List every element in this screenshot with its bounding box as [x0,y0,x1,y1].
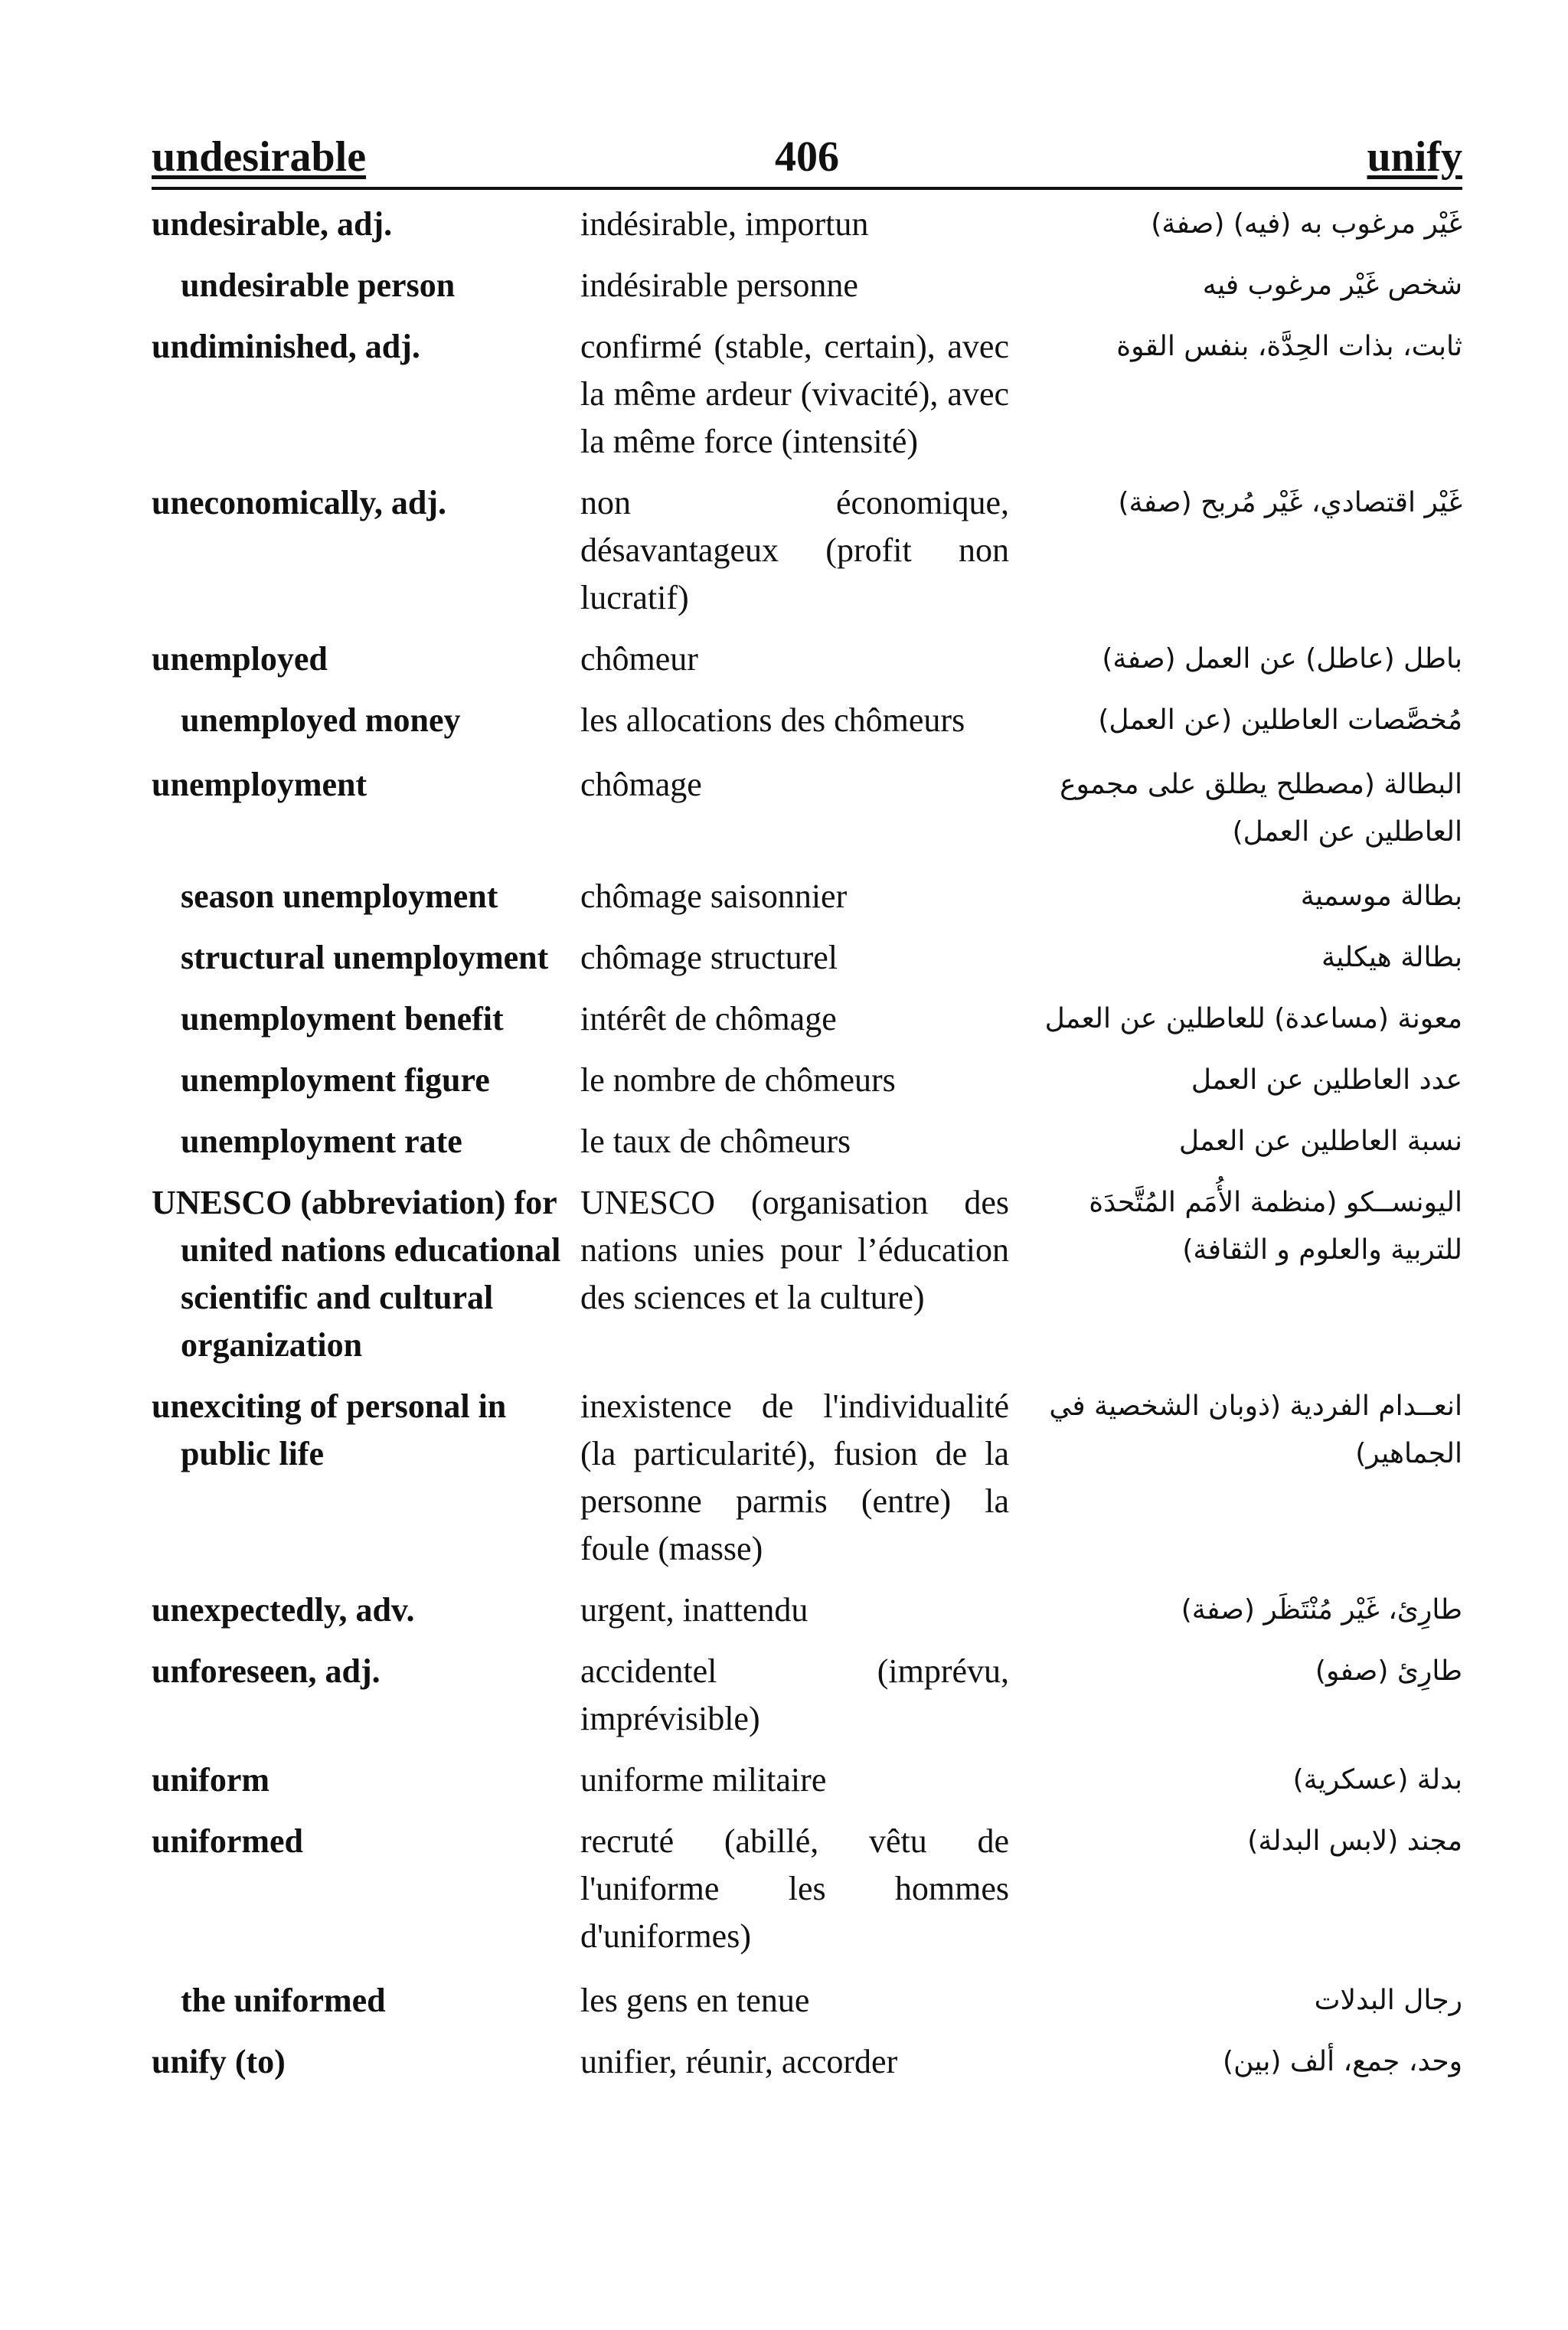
french-translation: non économique, désavantageux (profit non lucratif) [580,484,1009,616]
arabic-translation: ثابت، بذات الحِدَّة، بنفس القوة [1116,331,1462,362]
entry-row [152,995,1462,1043]
french-translation: les gens en tenue [580,1982,810,2019]
english-term: undiminished, adj. [152,328,420,365]
entry-row [152,1587,1462,1634]
entry-row [152,873,1462,920]
entry-row [152,636,1462,683]
arabic-translation: انعــدام الفردية (ذوبان الشخصية في الجماهير) [1049,1390,1462,1469]
arabic-translation: بدلة (عسكرية) [1292,1764,1462,1796]
french-translation: UNESCO (organisation des nations unies pour l’éducation des sciences et la culture) [580,1184,1009,1316]
header-last-word: unify [1367,133,1462,181]
arabic-translation: مجند (لابس البدلة) [1247,1825,1462,1857]
french-translation: unifier, réunir, accorder [580,2043,898,2080]
english-subterm: unemployment benefit [181,1000,504,1038]
arabic-translation: مُخصَّصات العاطلين (عن العمل) [1098,704,1462,736]
entry-row [152,323,1462,466]
entry-row [152,1818,1462,1960]
french-translation: indésirable, importun [580,205,869,243]
english-subterm: unemployment figure [181,1061,490,1099]
arabic-translation: غَيْر اقتصادي، غَيْر مُربح (صفة) [1118,487,1462,518]
english-term: unemployment [152,766,368,803]
english-term: uniformed [152,1822,303,1860]
french-translation: chômage [580,766,702,803]
english-subterm: undesirable person [181,266,456,304]
english-subterm: the uniformed [181,1982,386,2019]
french-translation: accidentel (imprévu, imprévisible) [580,1652,1009,1737]
english-term: undesirable, adj. [152,205,393,243]
arabic-translation: نسبة العاطلين عن العمل [1178,1126,1462,1157]
english-subterm: season unemployment [181,877,498,915]
french-translation: chômage saisonnier [580,877,848,915]
english-subterm: unemployed money [181,701,461,739]
english-term: unify (to) [152,2043,286,2080]
entry-list [152,201,1462,2086]
entry-row [152,1118,1462,1165]
arabic-translation: طارِئ (صفو) [1315,1655,1462,1687]
arabic-translation: شخص غَيْر مرغوب فيه [1202,270,1462,301]
arabic-translation: طارِئ، غَيْر مُنْتَظَر (صفة) [1181,1594,1462,1626]
arabic-translation: باطل (عاطل) عن العمل (صفة) [1102,643,1462,675]
entry-row [152,1179,1462,1369]
arabic-translation: غَيْر مرغوب به (فيه) (صفة) [1151,208,1462,240]
french-translation: indésirable personne [580,266,858,304]
arabic-translation: البطالة (مصطلح يطلق على مجموع العاطلين عن العمل) [1060,769,1462,848]
french-translation: urgent, inattendu [580,1591,808,1629]
entry-row [152,1648,1462,1743]
entry-row [152,2038,1462,2086]
dictionary-page [152,130,1462,2086]
entry-row [152,761,1462,856]
arabic-translation: بطالة موسمية [1300,881,1462,912]
english-term: uniform [152,1761,270,1799]
french-translation: chômage structurel [580,939,838,976]
arabic-translation: رجال البدلات [1314,1985,1462,2016]
entry-row [152,201,1462,248]
french-translation: confirmé (stable, certain), avec la même ardeur (vivacité), avec la même force (intensité) [580,328,1009,460]
arabic-translation: معونة (مساعدة) للعاطلين عن العمل [1044,1003,1462,1034]
entry-row [152,1977,1462,2024]
arabic-translation: وحد، جمع، ألف (بين) [1223,2046,1462,2077]
french-translation: le nombre de chômeurs [580,1061,896,1099]
page-header [152,130,1462,190]
english-subterm: structural unemployment [181,939,549,976]
english-term: unexciting of personal in public life [152,1387,507,1472]
entry-row [152,1383,1462,1573]
english-term: unemployed [152,640,328,678]
arabic-translation: عدد العاطلين عن العمل [1191,1064,1462,1096]
english-term: unexpectedly, adv. [152,1591,415,1629]
english-subterm: unemployment rate [181,1123,462,1160]
arabic-translation: بطالة هيكلية [1321,942,1462,973]
english-term: UNESCO (abbreviation) for united nations educational scientific and cultural organization [152,1184,561,1364]
english-term: uneconomically, adj. [152,484,447,521]
french-translation: le taux de chômeurs [580,1123,851,1160]
page-number: 406 [775,133,839,181]
french-translation: recruté (abillé, vêtu de l'uniforme les hommes d'uniformes) [580,1822,1009,1955]
header-first-word: undesirable [152,133,367,181]
entry-row [152,1057,1462,1104]
french-translation: uniforme militaire [580,1761,827,1799]
arabic-translation: اليونســكو (منظمة الأُمَم المُتَّحدَة للتربية والعلوم و الثقافة) [1089,1187,1462,1266]
french-translation: chômeur [580,640,698,678]
entry-row [152,479,1462,622]
french-translation: inexistence de l'individualité (la particularité), fusion de la personne parmis (entre) la foule (masse) [580,1387,1009,1567]
entry-row [152,697,1462,744]
entry-row [152,1756,1462,1804]
french-translation: les allocations des chômeurs [580,701,965,739]
english-term: unforeseen, adj. [152,1652,381,1690]
entry-row [152,262,1462,309]
entry-row [152,934,1462,982]
french-translation: intérêt de chômage [580,1000,837,1038]
